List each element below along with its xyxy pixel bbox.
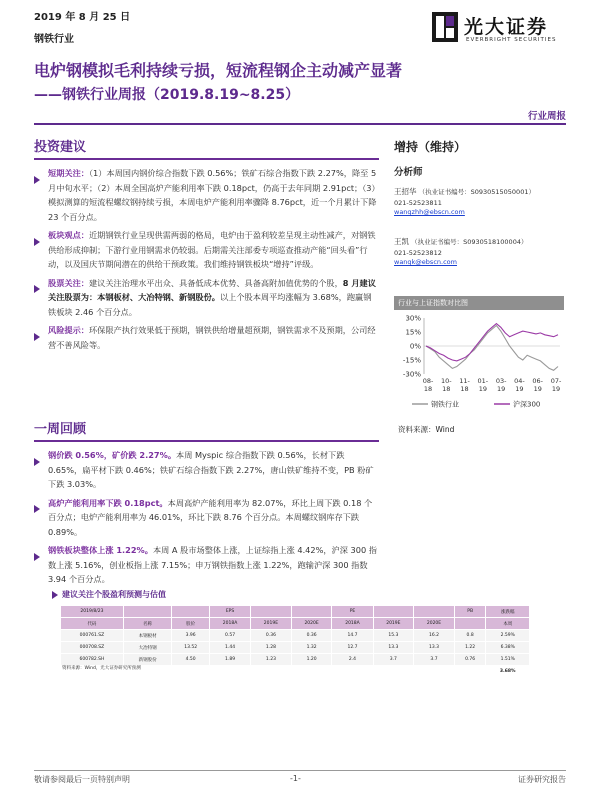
logo-subtext: EVERBRIGHT SECURITIES bbox=[466, 37, 557, 43]
invest-text: 近期钢铁行业呈现供需两弱的格局，电炉由于盈利较差呈现主动性减产，对钢铁供给形成抑制；下游行业用钢需求仍较弱。后期需关注部委专项巡查推动产能“回头看”行动，以及国庆节期间潜在的供给干预政策。我们维持钢铁板块“增持”评级。 bbox=[48, 230, 376, 269]
analyst-phone: 021-52523811 bbox=[394, 199, 442, 207]
logo-text: 光大证券 bbox=[464, 16, 549, 38]
table-cell bbox=[291, 666, 332, 678]
table-header-cell bbox=[251, 606, 292, 618]
review-key: 钢价跌 0.56%，矿价跌 2.27%。 bbox=[48, 450, 177, 460]
analyst-email-link[interactable]: wangk@ebscn.com bbox=[394, 258, 457, 266]
table-header-cell bbox=[454, 618, 486, 630]
analyst-heading: 分析师 bbox=[394, 167, 423, 178]
invest-heading: 投资建议 bbox=[34, 140, 87, 155]
invest-text: 建议关注治理水平出众、具备低成本优势、具备高附加值优势的个股， bbox=[88, 277, 343, 288]
table-cell bbox=[251, 666, 292, 678]
table-cell: 14.7 bbox=[332, 630, 373, 642]
invest-item bbox=[34, 228, 379, 272]
table-row bbox=[61, 630, 530, 642]
x-tick-label-year: 19 bbox=[497, 385, 506, 393]
footer-divider bbox=[34, 770, 566, 771]
table-cell bbox=[332, 666, 373, 678]
table-cell: 0.76 bbox=[454, 654, 486, 666]
table-cell: 2.59% bbox=[486, 630, 530, 642]
x-tick-label: 07- bbox=[550, 377, 562, 385]
x-tick-label: 01- bbox=[477, 377, 489, 385]
footer-report-label: 证券研究报告 bbox=[518, 775, 566, 784]
x-tick-label-year: 19 bbox=[515, 385, 524, 393]
x-tick-label-year: 18 bbox=[423, 385, 433, 393]
table-header-cell: 涨跌幅 bbox=[486, 606, 530, 618]
table-note: 资料来源：Wind，光大证券研究所预测 bbox=[62, 666, 141, 671]
analyst-name: 王凯 bbox=[394, 237, 409, 246]
table-header-cell: EPS bbox=[210, 606, 251, 618]
review-item bbox=[34, 496, 379, 540]
table-cell: 1.32 bbox=[291, 642, 332, 654]
table-cell: 3.96 bbox=[172, 630, 210, 642]
analyst-phone: 021-52523812 bbox=[394, 249, 442, 257]
table-header-cell: 2019E bbox=[373, 618, 414, 630]
triangle-bullet-icon bbox=[34, 553, 40, 561]
invest-section bbox=[34, 136, 379, 352]
table-cell: 3.7 bbox=[414, 654, 455, 666]
table-cell bbox=[414, 666, 455, 678]
x-tick-label: 06- bbox=[532, 377, 544, 385]
table-row bbox=[61, 654, 530, 666]
table-cell: 0.36 bbox=[251, 630, 292, 642]
review-text: 本周 Myspic 综合指数下跌 0.56%，长材下跌 0.65%，扁平材下跌 0.46%；铁矿石综合指数下跌 2.27%，唐山铁矿维持不变，PB 粉矿下跌 3.03%。 bbox=[48, 450, 374, 489]
table-header-cell bbox=[414, 606, 455, 618]
x-tick-label-year: 19 bbox=[551, 385, 561, 393]
table-header-row bbox=[61, 606, 530, 618]
footer-disclaimer: 敬请参阅最后一页特别声明 bbox=[34, 775, 130, 784]
analyst-cert: （执业证书编号：S0930518100004） bbox=[411, 238, 528, 246]
table-cell: 13.52 bbox=[172, 642, 210, 654]
triangle-bullet-icon bbox=[52, 591, 58, 599]
table-header-cell: 2019/8/23 bbox=[61, 606, 124, 618]
invest-text: 以上个股本周平均涨幅为 3.68%，跑赢钢铁板块 2.46 个百分点。 bbox=[48, 292, 372, 317]
table-cell: 3.68% bbox=[486, 666, 530, 678]
table-cell bbox=[454, 666, 486, 678]
table-cell: 1.44 bbox=[210, 642, 251, 654]
table-header-cell: 代码 bbox=[61, 618, 124, 630]
table-cell: 600782.SH bbox=[61, 654, 124, 666]
table-cell: 0.8 bbox=[454, 630, 486, 642]
review-section bbox=[34, 418, 379, 587]
table-header-cell bbox=[373, 606, 414, 618]
legend-label: 钢铁行业 bbox=[431, 400, 459, 409]
analyst-cert: （执业证书编号：S0930515050001） bbox=[418, 188, 535, 196]
x-tick-label: 03- bbox=[495, 377, 507, 385]
table-header-row bbox=[61, 618, 530, 630]
invest-key: 短期关注： bbox=[48, 168, 89, 178]
table-cell: 000708.SZ bbox=[61, 642, 124, 654]
table-cell: 1.89 bbox=[210, 654, 251, 666]
invest-item bbox=[34, 276, 379, 320]
invest-rule bbox=[34, 158, 379, 160]
header-divider bbox=[34, 123, 566, 125]
table-cell: 13.3 bbox=[414, 642, 455, 654]
invest-key: 板块观点： bbox=[48, 230, 89, 240]
invest-text: （1）本周国内钢价综合指数下跌 0.56%；铁矿石综合指数下跌 2.27%，降至 5 月中旬水平；（2）本周全国高炉产能利用率下跌 0.18pct，仍高于去年同期 2.91pct；（3）模拟测算的短流程螺纹钢持续亏损，本周电炉产能利用率骤降 8.76pct，近一个月累计下降 23 个百分点。 bbox=[48, 168, 377, 222]
invest-key: 风险提示： bbox=[48, 325, 89, 335]
analyst-name: 王招华 bbox=[394, 187, 417, 196]
table-header-cell: 股价 bbox=[172, 618, 210, 630]
table-cell: 0.57 bbox=[210, 630, 251, 642]
table-header-cell bbox=[123, 606, 171, 618]
review-heading: 一周回顾 bbox=[34, 422, 87, 437]
review-rule bbox=[34, 440, 379, 442]
triangle-bullet-icon bbox=[34, 333, 40, 341]
invest-text: 环保限产执行效果低于预期，钢铁供给增量超预期，钢铁需求不及预期，公司经营不善风险等。 bbox=[48, 325, 376, 350]
table-header-cell bbox=[172, 606, 210, 618]
table-title bbox=[52, 589, 166, 600]
table-header-cell bbox=[291, 606, 332, 618]
x-tick-label: 04- bbox=[514, 377, 525, 385]
triangle-bullet-icon bbox=[34, 238, 40, 246]
table-cell: 1.28 bbox=[251, 642, 292, 654]
analyst-card bbox=[394, 236, 566, 266]
table-cell: 1.51% bbox=[486, 654, 530, 666]
table-header-cell: 2019E bbox=[251, 618, 292, 630]
table-cell: 0.36 bbox=[291, 630, 332, 642]
x-tick-label-year: 19 bbox=[478, 385, 487, 393]
table-header-cell: PE bbox=[332, 606, 373, 618]
table-cell bbox=[172, 666, 210, 678]
y-tick-label: -30% bbox=[402, 370, 421, 379]
x-tick-label: 11- bbox=[459, 377, 470, 385]
page-number: -1- bbox=[290, 774, 301, 783]
review-item bbox=[34, 448, 379, 492]
chart-title: 行业与上证指数对比图 bbox=[394, 296, 564, 310]
x-tick-label-year: 18 bbox=[460, 385, 469, 393]
table-header-cell: 2018A bbox=[210, 618, 251, 630]
table-header-cell: 2018A bbox=[332, 618, 373, 630]
table-cell: 本钢板材 bbox=[123, 630, 171, 642]
table-cell: 新钢股份 bbox=[123, 654, 171, 666]
table-cell bbox=[210, 666, 251, 678]
report-type: 行业周报 bbox=[527, 111, 566, 122]
table-cell: 000761.SZ bbox=[61, 630, 124, 642]
invest-item bbox=[34, 323, 379, 352]
table-cell: 6.38% bbox=[486, 642, 530, 654]
rating: 增持（维持） bbox=[394, 140, 467, 154]
table-cell: 1.23 bbox=[251, 654, 292, 666]
table-row bbox=[61, 642, 530, 654]
comparison-chart bbox=[394, 312, 566, 422]
legend-label: 沪深300 bbox=[513, 400, 541, 409]
table-cell bbox=[373, 666, 414, 678]
triangle-bullet-icon bbox=[34, 176, 40, 184]
x-tick-label-year: 18 bbox=[442, 385, 451, 393]
review-key: 高炉产能利用率下跌 0.18pct。 bbox=[48, 497, 168, 508]
table-cell: 1.20 bbox=[291, 654, 332, 666]
review-key: 钢铁板块整体上涨 1.22%。 bbox=[48, 545, 153, 555]
y-tick-label: -15% bbox=[402, 356, 421, 365]
triangle-bullet-icon bbox=[34, 505, 40, 513]
table-cell: 13.3 bbox=[373, 642, 414, 654]
logo-icon bbox=[432, 12, 458, 42]
report-date: 2019 年 8 月 25 日 bbox=[34, 12, 131, 23]
table-cell: 16.2 bbox=[414, 630, 455, 642]
table-cell: 3.7 bbox=[373, 654, 414, 666]
table-header-cell: 本周 bbox=[486, 618, 530, 630]
review-item bbox=[34, 543, 379, 587]
table-cell: 15.3 bbox=[373, 630, 414, 642]
table-cell: 大冶特钢 bbox=[123, 642, 171, 654]
x-tick-label-year: 19 bbox=[533, 385, 542, 393]
table-header-cell: 2020E bbox=[291, 618, 332, 630]
y-tick-label: 15% bbox=[405, 328, 421, 337]
review-text: 本周高炉产能利用率为 82.07%，环比上周下跌 0.18 个百分点；电炉产能利用率为 46.01%，环比下跌 8.76 个百分点。本周螺纹钢库存下跌 0.89%。 bbox=[48, 497, 373, 537]
table-header-cell: PB bbox=[454, 606, 486, 618]
report-subtitle: ——钢铁行业周报（2019.8.19~8.25） bbox=[34, 87, 300, 103]
triangle-bullet-icon bbox=[34, 458, 40, 466]
x-tick-label: 10- bbox=[440, 377, 452, 385]
y-tick-label: 0% bbox=[409, 342, 421, 351]
x-tick-label: 08- bbox=[422, 377, 434, 385]
table-cell: 1.22 bbox=[454, 642, 486, 654]
table-title-text: 建议关注个股盈利预测与估值 bbox=[62, 590, 166, 599]
table-cell: 2.4 bbox=[332, 654, 373, 666]
report-title: 电炉钢模拟毛利持续亏损，短流程钢企主动减产显著 bbox=[34, 61, 403, 80]
review-text: 本周 A 股市场整体上涨，上证综指上涨 4.42%，沪深 300 指数上涨 5.16%，创业板指上涨 7.15%；申万钢铁指数上涨 1.22%，跑输沪深 300 指数 3.94 个百分点。 bbox=[48, 545, 377, 584]
y-tick-label: 30% bbox=[405, 314, 421, 323]
triangle-bullet-icon bbox=[34, 285, 40, 293]
report-sector: 钢铁行业 bbox=[34, 34, 74, 45]
analyst-email-link[interactable]: wangzhh@ebscn.com bbox=[394, 208, 465, 216]
invest-key: 股票关注： bbox=[48, 277, 89, 288]
table-header-cell: 名称 bbox=[123, 618, 171, 630]
chart-source: 资料来源：Wind bbox=[398, 425, 455, 434]
table-cell: 12.7 bbox=[332, 642, 373, 654]
table-cell: 4.50 bbox=[172, 654, 210, 666]
analyst-card bbox=[394, 186, 566, 216]
table-header-cell: 2020E bbox=[414, 618, 455, 630]
series-line-0 bbox=[426, 326, 558, 371]
invest-item bbox=[34, 166, 379, 224]
invest-bold: 8 月建议关注股票为：本钢板材、大冶特钢、新钢股份。 bbox=[48, 277, 376, 302]
